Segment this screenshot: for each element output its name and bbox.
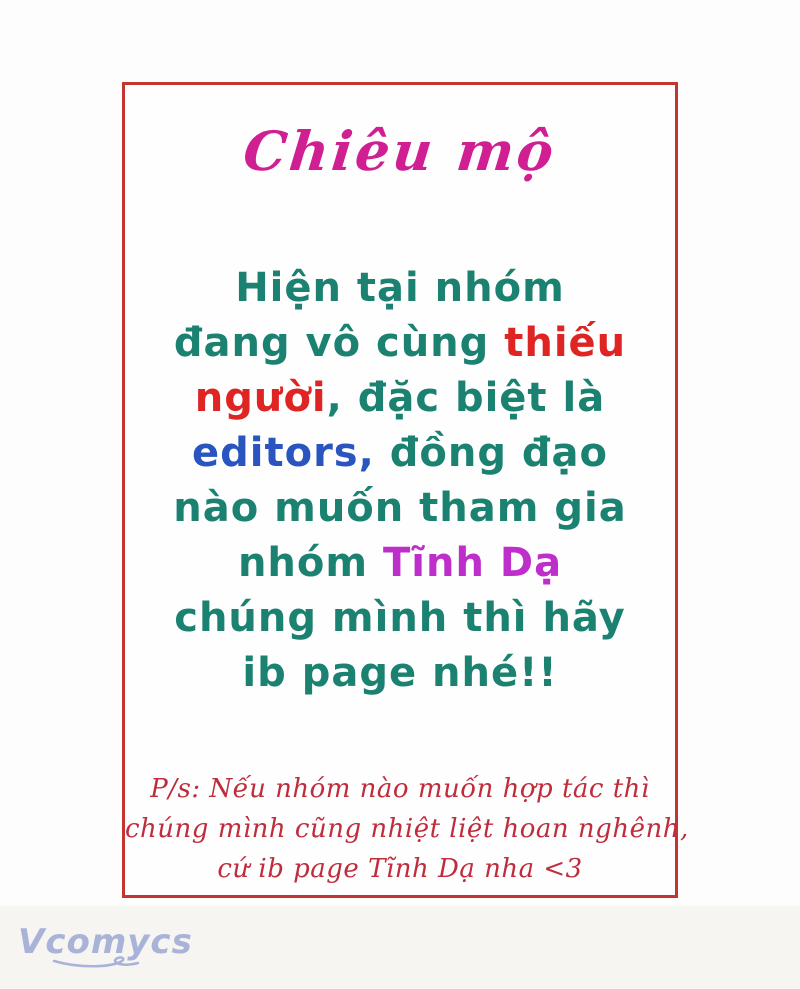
text-segment: chúng mình thì hãy: [174, 595, 626, 641]
text-segment-highlight-blue: editors,: [192, 430, 375, 476]
text-segment-highlight-red: thiếu: [504, 320, 627, 366]
message-line: [125, 591, 675, 646]
text-segment: ib page nhé!!: [242, 650, 558, 696]
ps-line: cứ ib page Tĩnh Dạ nha <3: [217, 854, 583, 884]
ps-line: chúng mình cũng nhiệt liệt hoan nghênh,: [125, 814, 689, 844]
text-segment: đang vô cùng: [173, 320, 505, 366]
ps-note: [125, 769, 689, 889]
text-segment: đồng đạo: [374, 430, 608, 476]
recruitment-message: [125, 261, 675, 701]
watermark-text: Vcomycs: [18, 922, 193, 962]
message-line: [125, 371, 675, 426]
text-segment-highlight-red: người: [194, 375, 327, 421]
text-segment: , đặc biệt là: [326, 375, 606, 421]
vcomycs-watermark: [18, 924, 193, 969]
group-name-highlight: Tĩnh Dạ: [382, 540, 563, 586]
poster-frame: [122, 82, 689, 898]
message-line: [125, 426, 675, 481]
text-segment: Hiện tại nhóm: [235, 265, 565, 311]
message-line: [125, 481, 675, 536]
message-line: [125, 646, 675, 701]
poster-title: Chiêu mộ: [240, 119, 560, 183]
text-segment: nhóm: [237, 540, 383, 586]
message-line: [125, 536, 675, 591]
message-line: [125, 316, 675, 371]
message-line: [125, 261, 675, 316]
text-segment: nào muốn tham gia: [173, 485, 627, 531]
ps-line: P/s: Nếu nhóm nào muốn hợp tác thì: [150, 774, 650, 804]
